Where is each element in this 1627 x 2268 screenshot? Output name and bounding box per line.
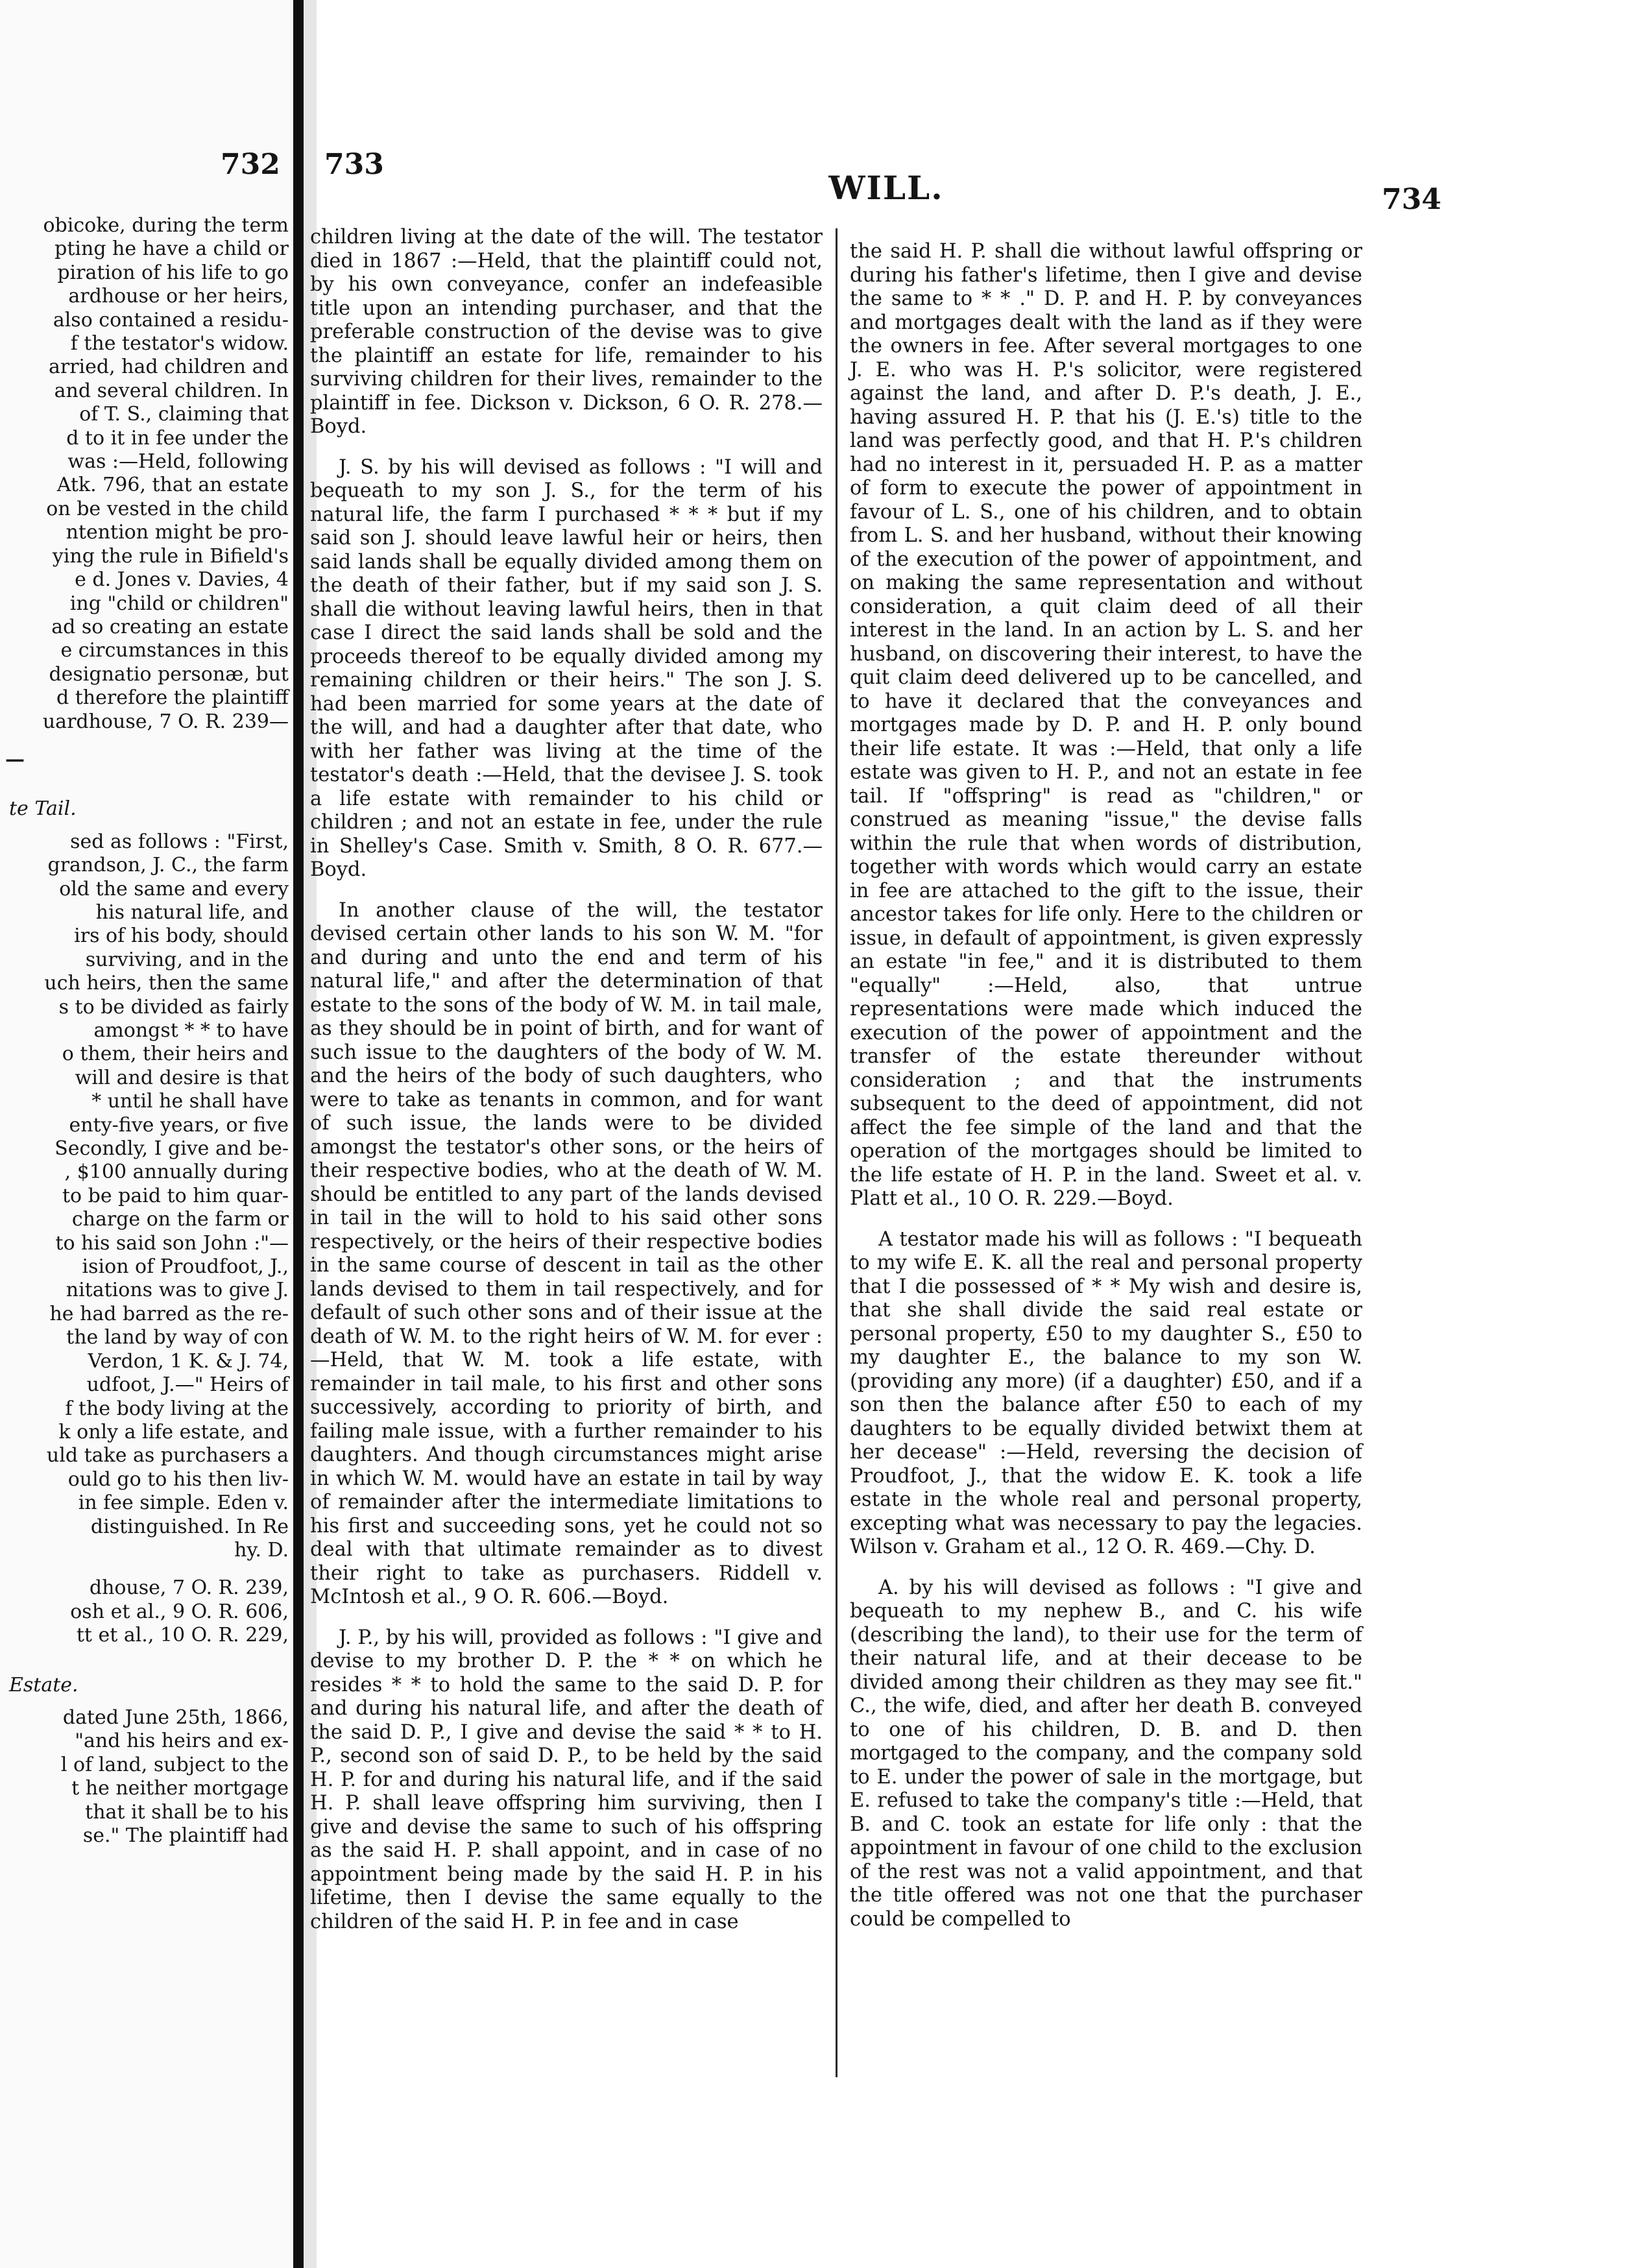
left-text-line: ying the rule in Bifield's bbox=[52, 544, 289, 568]
paragraph: the said H. P. shall die without lawful offspring or during his father's lifetime, then I give and devise the same to * * ." D. P. and H. P. by conveyances and mortgages dealt with the land as if they were the owners in fee. After several mortgages to one J. E. who was H. P.'s solicitor, were registered against the land, and after D. P.'s death, J. E., having assured H. P. that his (J. E.'s) title to the land was perfectly good, and that H. P.'s children had no interest in it, persuaded H. P. as a matter of form to execute the power of appointment in favour of L. S., one of his children, and to obtain from L. S. and her husband, without their knowing of the execution of the power of appointment, and on making the same representation and without consideration, a quit claim deed of all their interest in the land. In an action by L. S. and her husband, on discovering their interest, to have the quit claim deed delivered up to be cancelled, and to have it declared that the conveyances and mortgages made by D. P. and H. P. only bound their life estate. It was :—Held, that only a life estate was given to H. P., and not an estate in fee tail. If "offspring" is read as "children," or construed as meaning "issue," the devise falls within the rule that when words of distribution, together with words which would carry an estate in fee are attached to the gift to the issue, their ancestor takes for life only. Here to the children or issue, in default of appointment, is given expressly an estate "in fee," and it is distributed to them "equally" :—Held, also, that untrue representations were made which induced the execution of the power of appointment and the transfer of the estate thereunder without consideration ; and that the instruments subsequent to the deed of appointment, did not affect the fee simple of the land and that the operation of the mortgages should be limited to the life estate of H. P. in the land. Sweet et al. v. Platt et al., 10 O. R. 229.—Boyd. bbox=[850, 240, 1362, 1210]
left-text-line: l of land, subject to the bbox=[60, 1753, 289, 1776]
left-text-line: udfoot, J.—" Heirs of bbox=[86, 1373, 289, 1397]
left-text-line: Verdon, 1 K. & J. 74, bbox=[88, 1349, 289, 1373]
left-text-line: "and his heirs and ex- bbox=[75, 1730, 289, 1753]
left-text-line: designatio personæ, but bbox=[49, 662, 289, 686]
left-text-line: se." The plaintiff had bbox=[82, 1824, 289, 1847]
paragraph: In another clause of the will, the testator devised certain other lands to his son W. M. "for and during and unto the end and term of his natural life," and after the determination of that estate to the sons of the body of W. M. in tail male, as they should be in point of birth, and for want of such issue to the daughters of the body of W. M. and the heirs of the body of such daughters, who were to take as tenants in common, and for want of such issue, the lands were to be divided amongst the testator's other sons, or the heirs of their respective bodies, who at the death of W. M. should be entitled to any part of the lands devised in tail in the will to hold to his said other sons respectively, or the heirs of their respective bodies in the same course of descent in tail as the other lands devised to them in tail respectively, and for default of such other sons and of their issue at the death of W. M. to the right heirs of W. M. for ever :—Held, that W. M. took a life estate, with remainder in tail male, to his first and other sons successively, according to priority of birth, and failing male issue, with a further remainder to his daughters. And though circumstances might arise in which W. M. would have an estate in tail by way of remainder after the intermediate limitations to his first and succeeding sons, yet he could not so deal with that ultimate remainder as to divest their right to take as purchasers. Riddell v. McIntosh et al., 9 O. R. 606.—Boyd. bbox=[310, 899, 823, 1608]
left-text-line: ardhouse or her heirs, bbox=[68, 285, 289, 308]
page-heading: WILL. bbox=[828, 169, 944, 207]
section-dash: — bbox=[5, 747, 25, 771]
left-text-line: on be vested in the child bbox=[46, 497, 289, 520]
left-page-fragment bbox=[0, 0, 293, 2268]
left-text-line: he had barred as the re- bbox=[49, 1302, 289, 1325]
left-text-line: surviving, and in the bbox=[85, 948, 289, 971]
left-text-line: will and desire is that bbox=[75, 1066, 289, 1089]
left-text-block-b bbox=[0, 830, 289, 1563]
left-text-line: dated June 25th, 1866, bbox=[62, 1706, 289, 1729]
left-text-line: uch heirs, then the same bbox=[44, 972, 289, 995]
left-text-line: irs of his body, should bbox=[74, 924, 289, 948]
left-text-line: f the body living at the bbox=[65, 1397, 289, 1420]
left-text-block-d bbox=[0, 1706, 289, 1848]
left-text-line: the land by way of con bbox=[66, 1326, 289, 1349]
paragraph: J. P., by his will, provided as follows : "I give and devise to my brother D. P. the * * on which he resides * * to hold the same to the said D. P. for and during his natural life, and after the death of the said D. P., I give and devise the said * * to H. P., second son of said D. P., to be held by the said H. P. for and during his natural life, and if the said H. P. shall leave offspring him surviving, then I give and devise the same to such of his offspring as the said H. P. shall appoint, and in case of no appointment being made by the said H. P. in his lifetime, then I devise the same equally to the children of the said H. P. in fee and in case bbox=[310, 1626, 823, 1933]
left-text-line: old the same and every bbox=[59, 877, 289, 900]
left-text-line: to his said son John :"— bbox=[55, 1231, 289, 1255]
left-text-line: uld take as purchasers a bbox=[46, 1444, 289, 1467]
page-number-middle: 733 bbox=[324, 148, 384, 181]
paragraph: J. S. by his will devised as follows : "I will and bequeath to my son J. S., for the term of his natural life, the farm I purchased * * * but if my said son J. should leave lawful heir or heirs, then said lands shall be equally divided among them on the death of their father, but if my said son J. S. shall die without leaving lawful heirs, then in that case I direct the said lands shall be sold and the proceeds thereof to be equally divided among my remaining children or their heirs." The son J. S. had been married for some years at the date of the will, and had a daughter after that date, who with her father was living at the time of the testator's death :—Held, that the devisee J. S. took a life estate with remainder to his child or children ; and not an estate in fee, under the rule in Shelley's Case. Smith v. Smith, 8 O. R. 677.—Boyd. bbox=[310, 455, 823, 881]
left-text-line: obicoke, during the term bbox=[43, 214, 289, 237]
left-text-line: ould go to his then liv- bbox=[67, 1467, 289, 1491]
left-text-line: tt et al., 10 O. R. 229, bbox=[76, 1624, 289, 1647]
left-text-line: of T. S., claiming that bbox=[79, 403, 289, 426]
page-gutter bbox=[293, 0, 304, 2268]
left-text-line: ntention might be pro- bbox=[66, 521, 289, 544]
left-text-line: d therefore the plaintiff bbox=[56, 686, 289, 710]
left-text-line: to be paid to him quar- bbox=[62, 1184, 289, 1207]
left-text-line: t he neither mortgage bbox=[71, 1777, 289, 1800]
right-column bbox=[850, 240, 1362, 1948]
paragraph: A testator made his will as follows : "I bequeath to my wife E. K. all the real and personal property that I die possessed of * * My wish and desire is, that she shall divide the said real estate or personal property, £50 to my daughter S., £50 to my daughter E., the balance to my son W. (providing any more) (if a daughter) £50, and if a son then the balance after £50 to each of my daughters to be equally divided betwixt them at her decease" :—Held, reversing the decision of Proudfoot, J., that the widow E. K. took a life estate in the whole real and personal property, excepting what was necessary to pay the legacies. Wilson v. Graham et al., 12 O. R. 469.—Chy. D. bbox=[850, 1227, 1362, 1558]
left-text-line: ing "child or children" bbox=[69, 592, 289, 615]
left-text-line: distinguished. In Re bbox=[90, 1515, 289, 1538]
middle-column bbox=[310, 226, 823, 1951]
left-text-line: hy. D. bbox=[234, 1538, 289, 1562]
left-text-line: was :—Held, following bbox=[67, 450, 289, 474]
left-text-line: amongst * * to have bbox=[93, 1019, 289, 1042]
left-text-line: enty-five years, or five bbox=[69, 1113, 289, 1137]
column-divider bbox=[836, 228, 838, 2077]
left-text-line: Atk. 796, that an estate bbox=[56, 474, 289, 497]
left-text-line: osh et al., 9 O. R. 606, bbox=[70, 1600, 289, 1623]
left-text-line: also contained a residu- bbox=[53, 308, 289, 332]
left-text-line: nitations was to give J. bbox=[66, 1279, 289, 1302]
left-page-text bbox=[0, 214, 289, 1848]
left-text-line: pting he have a child or bbox=[54, 237, 289, 261]
page-number-right: 734 bbox=[1382, 183, 1441, 216]
left-text-line: arried, had children and bbox=[48, 356, 289, 379]
left-text-line: ision of Proudfoot, J., bbox=[82, 1255, 289, 1279]
left-text-block-c bbox=[0, 1576, 289, 1647]
left-text-line: s to be divided as fairly bbox=[58, 995, 289, 1019]
left-text-line: his natural life, and bbox=[95, 900, 289, 924]
left-text-line: e circumstances in this bbox=[60, 639, 289, 662]
left-text-line: and several children. In bbox=[54, 379, 289, 402]
left-text-block-a bbox=[0, 214, 289, 734]
left-text-line: sed as follows : "First, bbox=[70, 830, 289, 853]
section-heading-tail: te Tail. bbox=[9, 797, 77, 821]
left-text-line: uardhouse, 7 O. R. 239— bbox=[42, 710, 289, 733]
left-text-line: k only a life estate, and bbox=[58, 1420, 289, 1443]
left-text-line: d to it in fee under the bbox=[66, 426, 289, 450]
left-text-line: that it shall be to his bbox=[85, 1800, 289, 1824]
paragraph: children living at the date of the will. The testator died in 1867 :—Held, that the plaintiff could not, by his own conveyance, confer an indefeasible title upon an intending purchaser, and that the preferable construction of the devise was to give the plaintiff an estate for life, remainder to his surviving children for their lives, remainder to the plaintiff in fee. Dickson v. Dickson, 6 O. R. 278.—Boyd. bbox=[310, 226, 823, 438]
left-text-line: piration of his life to go bbox=[57, 261, 289, 284]
left-text-line: * until he shall have bbox=[91, 1090, 289, 1113]
left-text-line: in fee simple. Eden v. bbox=[78, 1491, 289, 1515]
left-text-line: ad so creating an estate bbox=[51, 615, 289, 638]
left-text-line: dhouse, 7 O. R. 239, bbox=[89, 1576, 289, 1600]
left-text-line: f the testator's widow. bbox=[70, 332, 289, 356]
left-text-line: o them, their heirs and bbox=[62, 1043, 289, 1066]
left-text-line: , $100 annually during bbox=[64, 1161, 289, 1184]
left-text-line: Secondly, I give and be- bbox=[54, 1137, 289, 1161]
section-heading-estate: Estate. bbox=[9, 1673, 78, 1696]
left-text-line: e d. Jones v. Davies, 4 bbox=[75, 568, 289, 592]
page-number-left: 732 bbox=[221, 148, 280, 181]
paragraph: A. by his will devised as follows : "I give and bequeath to my nephew B., and C. his wife (describing the land), to their use for the term of their natural life, and at their decease to be divided among their children as they may see fit." C., the wife, died, and after her death B. conveyed to one of his children, D. B. and D. then mortgaged to the company, and the company sold to E. under the power of sale in the mortgage, but E. refused to take the company's title :—Held, that B. and C. took an estate for life only : that the appointment in favour of one child to the exclusion of the rest was not a valid appointment, and that the title offered was not one that the purchaser could be compelled to bbox=[850, 1576, 1362, 1931]
left-text-line: charge on the farm or bbox=[71, 1208, 289, 1231]
left-text-line: grandson, J. C., the farm bbox=[47, 854, 289, 877]
